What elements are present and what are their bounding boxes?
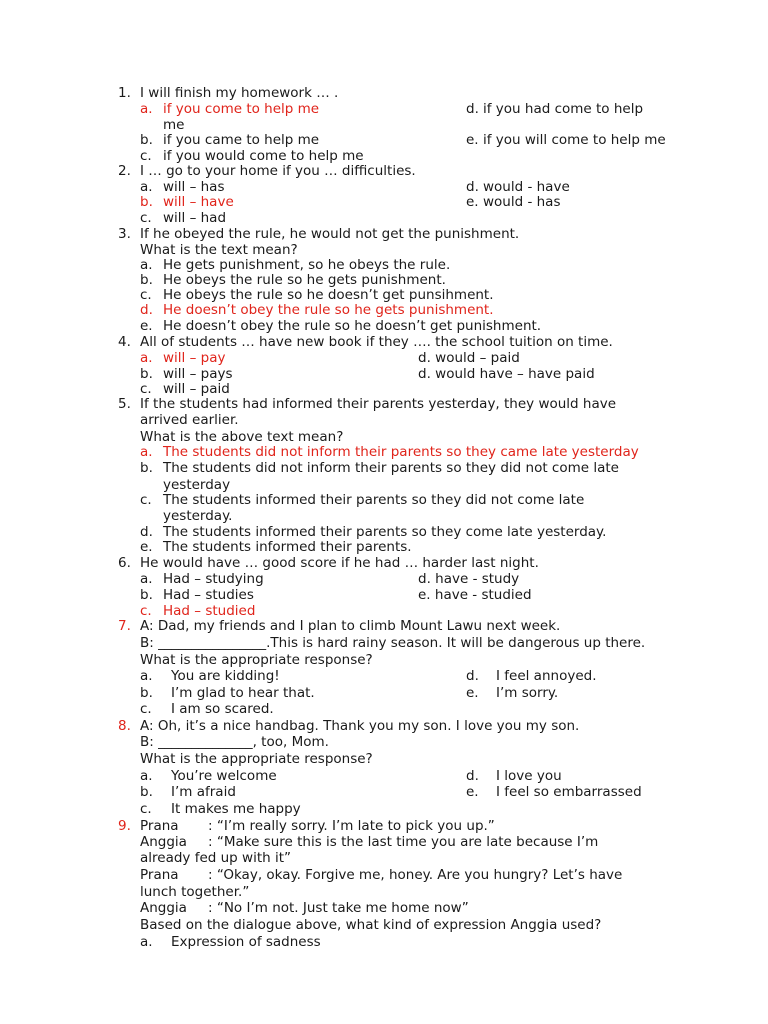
question-text: I … go to your home if you … difficulties. — [140, 163, 416, 179]
option-letter: a. — [140, 257, 153, 273]
option-text: Had – studied — [163, 603, 256, 619]
option-letter: c. — [140, 701, 152, 717]
option-text: He obeys the rule so he gets punishment. — [163, 272, 446, 288]
option-letter: d. — [140, 302, 153, 318]
dialogue-speaker: Anggia — [140, 900, 187, 916]
option-letter: b. — [140, 784, 153, 800]
question-number: 3. — [118, 226, 131, 242]
dialogue-text: : “No I’m not. Just take me home now” — [208, 900, 469, 916]
option-letter: c. — [140, 801, 152, 817]
option-letter: b. — [140, 194, 153, 210]
option-text: The students did not inform their parents so they came late yesterday — [163, 444, 639, 460]
option-text: The students informed their parents. — [163, 539, 412, 555]
option-letter: e. — [466, 194, 479, 210]
question-text: A: Dad, my friends and I plan to climb Mount Lawu next week. — [140, 618, 561, 634]
option-text: Had – studies — [163, 587, 254, 603]
option-letter: b. — [140, 460, 153, 476]
option-text: I feel annoyed. — [496, 668, 597, 684]
dialogue-text: : “Make sure this is the last time you are late because I’m — [208, 834, 599, 850]
question-text: If the students had informed their parents yesterday, they would have — [140, 396, 617, 412]
dialogue-speaker: Anggia — [140, 834, 187, 850]
question-number: 8. — [118, 718, 131, 734]
option-text: will – pay — [163, 350, 226, 366]
dialogue-text: : “Okay, okay. Forgive me, honey. Are you hungry? Let’s have — [208, 867, 623, 883]
dialogue-text: : “I’m really sorry. I’m late to pick you up.” — [208, 818, 495, 834]
option-letter: c. — [140, 492, 152, 508]
option-letter: a. — [140, 350, 153, 366]
option-letter: b. — [140, 685, 153, 701]
option-letter: b. — [140, 587, 153, 603]
option-letter: e. — [466, 132, 479, 148]
option-letter: d. — [466, 668, 479, 684]
continued-text: B: ________________.This is hard rainy season. It will be dangerous up there. — [140, 635, 646, 651]
question-text: If he obeyed the rule, he would not get the punishment. — [140, 226, 520, 242]
continued-text: What is the text mean? — [140, 242, 298, 258]
continued-text: What is the above text mean? — [140, 429, 344, 445]
option-text: if you had come to help — [483, 101, 644, 117]
dialogue-speaker: Prana — [140, 867, 179, 883]
option-text: if you come to help me — [163, 101, 320, 117]
option-letter: c. — [140, 603, 152, 619]
option-text: d. would – paid — [418, 350, 520, 366]
option-letter: d. — [140, 524, 153, 540]
question-number: 7. — [118, 618, 131, 634]
option-text: You are kidding! — [171, 668, 280, 684]
option-text: will – has — [163, 179, 225, 195]
option-text: The students informed their parents so they did not come late — [163, 492, 585, 508]
question-text: I will finish my homework … . — [140, 85, 339, 101]
option-letter: a. — [140, 444, 153, 460]
question-text: All of students … have new book if they …. the school tuition on time. — [140, 334, 613, 350]
option-letter: b. — [140, 272, 153, 288]
option-letter: b. — [140, 366, 153, 382]
option-text: I’m sorry. — [496, 685, 559, 701]
option-letter: e. — [466, 685, 479, 701]
continued-text: me — [163, 117, 185, 133]
option-text: You’re welcome — [171, 768, 277, 784]
continued-text: yesterday. — [163, 508, 233, 524]
question-text: A: Oh, it’s a nice handbag. Thank you my son. I love you my son. — [140, 718, 580, 734]
option-letter: a. — [140, 101, 153, 117]
question-number: 5. — [118, 396, 131, 412]
continued-text: lunch together.” — [140, 884, 250, 900]
option-text: The students did not inform their parents so they did not come late — [163, 460, 619, 476]
option-letter: e. — [140, 539, 153, 555]
option-text: He doesn’t obey the rule so he gets punishment. — [163, 302, 494, 318]
continued-text: arrived earlier. — [140, 412, 239, 428]
option-text: He obeys the rule so he doesn’t get punsihment. — [163, 287, 494, 303]
option-letter: c. — [140, 210, 152, 226]
option-letter: d. — [466, 768, 479, 784]
option-letter: a. — [140, 768, 153, 784]
option-text: Expression of sadness — [171, 934, 321, 950]
option-letter: e. — [466, 784, 479, 800]
question-number: 6. — [118, 555, 131, 571]
continued-text: What is the appropriate response? — [140, 751, 373, 767]
option-letter: e. — [140, 318, 153, 334]
option-letter: c. — [140, 381, 152, 397]
option-text: would - have — [483, 179, 570, 195]
dialogue-speaker: Prana — [140, 818, 179, 834]
option-text: d. have - study — [418, 571, 520, 587]
option-text: if you came to help me — [163, 132, 320, 148]
option-text: I love you — [496, 768, 562, 784]
option-text: He doesn’t obey the rule so he doesn’t get punishment. — [163, 318, 542, 334]
option-text: Had – studying — [163, 571, 264, 587]
option-text: It makes me happy — [171, 801, 301, 817]
option-letter: c. — [140, 148, 152, 164]
option-text: if you will come to help me — [483, 132, 666, 148]
option-letter: a. — [140, 571, 153, 587]
option-text: will – had — [163, 210, 227, 226]
option-letter: c. — [140, 287, 152, 303]
option-text: He gets punishment, so he obeys the rule. — [163, 257, 451, 273]
option-text: e. have - studied — [418, 587, 532, 603]
option-text: I am so scared. — [171, 701, 274, 717]
question-text: He would have … good score if he had … harder last night. — [140, 555, 539, 571]
option-letter: a. — [140, 934, 153, 950]
option-text: d. would have – have paid — [418, 366, 595, 382]
option-text: I’m glad to hear that. — [171, 685, 315, 701]
option-text: The students informed their parents so they come late yesterday. — [163, 524, 607, 540]
question-number: 2. — [118, 163, 131, 179]
continued-text: already fed up with it” — [140, 850, 292, 866]
continued-text: Based on the dialogue above, what kind of expression Anggia used? — [140, 917, 602, 933]
option-letter: d. — [466, 101, 479, 117]
option-text: would - has — [483, 194, 561, 210]
question-number: 1. — [118, 85, 131, 101]
continued-text: yesterday — [163, 477, 231, 493]
option-letter: d. — [466, 179, 479, 195]
option-letter: a. — [140, 668, 153, 684]
option-text: if you would come to help me — [163, 148, 364, 164]
option-text: I’m afraid — [171, 784, 236, 800]
option-text: I feel so embarrassed — [496, 784, 642, 800]
option-letter: a. — [140, 179, 153, 195]
option-text: will – paid — [163, 381, 230, 397]
continued-text: B: ______________, too, Mom. — [140, 734, 329, 750]
question-number: 4. — [118, 334, 131, 350]
option-letter: b. — [140, 132, 153, 148]
option-text: will – have — [163, 194, 234, 210]
option-text: will – pays — [163, 366, 233, 382]
continued-text: What is the appropriate response? — [140, 652, 373, 668]
question-number: 9. — [118, 818, 131, 834]
